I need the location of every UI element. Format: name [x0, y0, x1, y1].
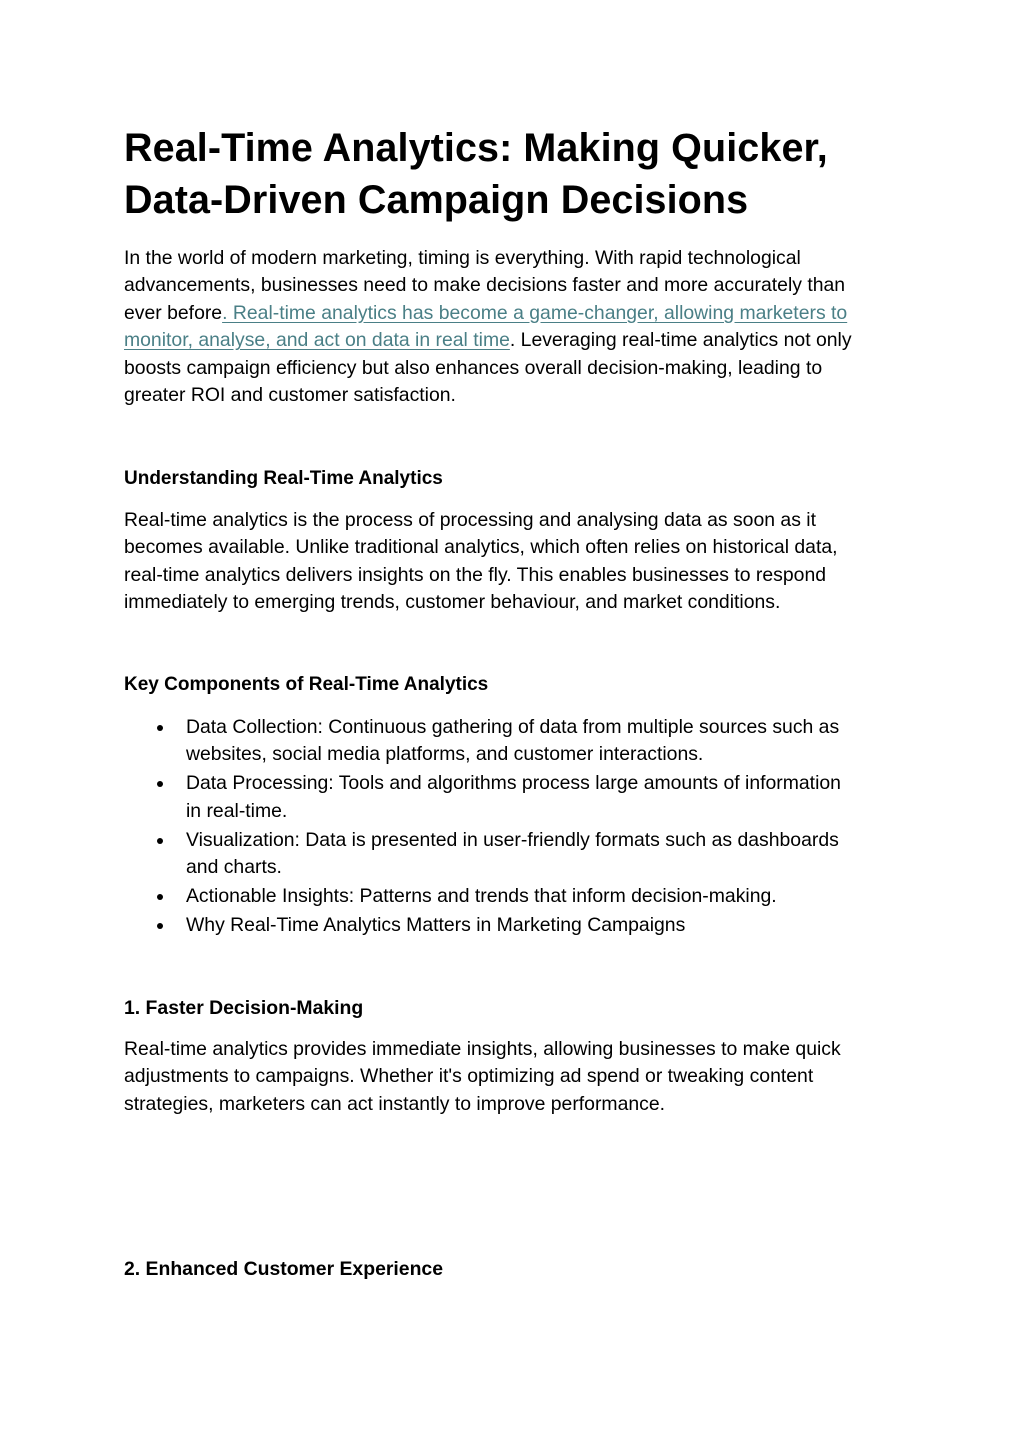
- intro-line-3: [124, 300, 852, 327]
- understanding-paragraph: [124, 507, 838, 617]
- list-item-line-1: Visualization: Data is presented in user-friendly formats such as dashboards: [186, 828, 839, 851]
- real-time-analytics-link[interactable]: . Real-time analytics has become a game-changer, allowing marketers to: [222, 301, 848, 324]
- intro-line-3-text: ever before: [124, 301, 223, 324]
- section-heading-key-components: Key Components of Real-Time Analytics: [124, 674, 489, 695]
- intro-line-1: In the world of modern marketing, timing is everything. With rapid technological: [124, 247, 801, 269]
- faster-decision-line-1: Real-time analytics provides immediate insights, allowing businesses to make quick: [124, 1038, 841, 1060]
- bullet-dot-icon: [157, 838, 163, 844]
- section-heading-understanding: Understanding Real-Time Analytics: [124, 468, 443, 489]
- intro-line-5: boosts campaign efficiency but also enhances overall decision-making, leading to: [124, 356, 823, 379]
- section-heading-faster-decision-making: 1. Faster Decision-Making: [124, 997, 364, 1019]
- list-item-line-1: Why Real-Time Analytics Matters in Marketing Campaigns: [186, 914, 686, 937]
- intro-line-4-text: . Leveraging real-time analytics not only: [509, 329, 852, 352]
- section-heading-enhanced-customer-experience: 2. Enhanced Customer Experience: [124, 1258, 443, 1280]
- page-title: [124, 122, 828, 226]
- list-item-line-1: Data Collection: Continuous gathering of data from multiple sources such as: [186, 716, 840, 738]
- page-title-line-1: Real-Time Analytics: Making Quicker,: [124, 126, 828, 170]
- bullet-dot-icon: [157, 894, 163, 900]
- list-item: [124, 883, 904, 910]
- real-time-analytics-link-continued[interactable]: monitor, analyse, and act on data in real time: [124, 329, 510, 352]
- faster-decision-paragraph: [124, 1036, 841, 1118]
- intro-line-6: greater ROI and customer satisfaction.: [124, 384, 456, 407]
- list-item: [124, 912, 904, 939]
- understanding-line-3: real-time analytics delivers insights on the fly. This enables businesses to respond: [124, 563, 827, 586]
- bullet-dot-icon: [157, 725, 163, 731]
- intro-line-4: [124, 327, 852, 354]
- understanding-line-4: immediately to emerging trends, customer behaviour, and market conditions.: [124, 591, 781, 614]
- faster-decision-line-3: strategies, marketers can act instantly to improve performance.: [124, 1092, 666, 1115]
- list-item: [124, 770, 904, 825]
- list-item: [124, 714, 904, 769]
- faster-decision-line-2: adjustments to campaigns. Whether it's optimizing ad spend or tweaking content: [124, 1065, 814, 1088]
- list-item-line-2: and charts.: [186, 856, 282, 879]
- key-components-list: [124, 714, 904, 941]
- intro-paragraph: [124, 245, 852, 409]
- understanding-line-1: Real-time analytics is the process of processing and analysing data as soon as it: [124, 509, 816, 531]
- understanding-line-2: becomes available. Unlike traditional analytics, which often relies on historical data,: [124, 536, 838, 559]
- bullet-dot-icon: [157, 923, 163, 929]
- list-item-line-2: websites, social media platforms, and customer interactions.: [186, 743, 704, 766]
- list-item: [124, 827, 904, 882]
- list-item-line-2: in real-time.: [186, 799, 288, 822]
- intro-line-2: advancements, businesses need to make decisions faster and more accurately than: [124, 274, 846, 297]
- list-item-line-1: Actionable Insights: Patterns and trends that inform decision-making.: [186, 885, 777, 908]
- list-item-line-1: Data Processing: Tools and algorithms process large amounts of information: [186, 772, 841, 795]
- page-title-line-2: Data-Driven Campaign Decisions: [124, 178, 749, 222]
- bullet-dot-icon: [157, 781, 163, 787]
